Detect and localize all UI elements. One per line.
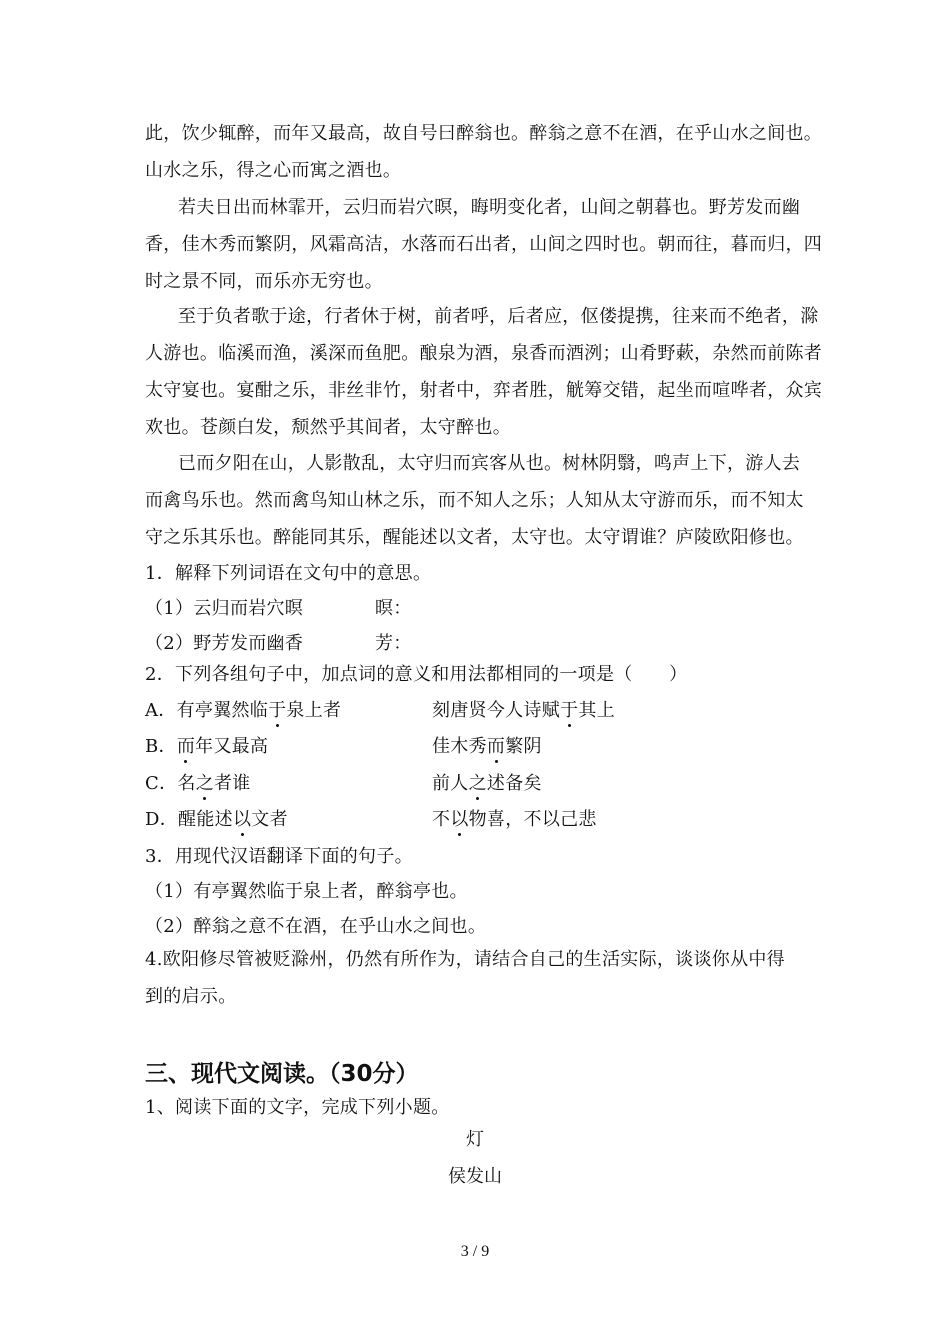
dotted-word: 而: [486, 736, 506, 757]
article-author: 侯发山: [448, 1166, 502, 1187]
option-text: 醒能述: [178, 809, 233, 830]
dotted-word: 之: [468, 773, 487, 794]
section-instruction: 1、阅读下面的文字，完成下列小题。: [145, 1097, 450, 1118]
question-2-option-c-right: [432, 772, 542, 796]
question-2-option-b-left: [145, 735, 268, 759]
option-text: 前人: [432, 773, 469, 794]
option-label: A．: [145, 700, 177, 721]
option-text: 不: [432, 809, 451, 830]
option-label: C．: [145, 773, 178, 794]
passage-line: 守之乐其乐也。醉能同其乐，醒能述以文者，太守也。太守谓谁？庐陵欧阳修也。: [145, 527, 804, 548]
option-text: 年又最高: [195, 736, 269, 757]
option-label: D．: [145, 809, 179, 830]
option-text: 文者: [251, 809, 288, 830]
passage-line: 若夫日出而林霏开，云归而岩穴暝，晦明变化者，山间之朝暮也。野芳发而幽: [178, 197, 801, 218]
page-number: 3 / 9: [460, 1243, 490, 1260]
question-1-item-2: （2）野芳发而幽香: [145, 633, 304, 654]
question-2-option-d-left: [145, 808, 288, 832]
question-2-option-a-left: [145, 699, 341, 723]
question-1-item-1: （1）云归而岩穴暝: [145, 598, 304, 619]
article-title: 灯: [466, 1129, 484, 1150]
option-text: 物喜，不以己悲: [468, 809, 597, 830]
question-2-option-a-right: [432, 699, 615, 723]
question-1-item-2-word: 芳：: [375, 633, 412, 654]
dotted-word: 于: [268, 700, 287, 721]
passage-line: 山水之乐，得之心而寓之酒也。: [145, 160, 402, 181]
option-label: B．: [145, 736, 177, 757]
dotted-word: 而: [176, 736, 196, 757]
passage-line: 至于负者歌于途，行者休于树，前者呼，后者应，伛偻提携，往来而不绝者，滁: [178, 306, 819, 327]
passage-line: 人游也。临溪而渔，溪深而鱼肥。酿泉为酒，泉香而酒洌；山肴野蔌，杂然而前陈者: [145, 343, 823, 364]
question-2-option-d-right: [432, 808, 597, 832]
passage-line: 此，饮少辄醉，而年又最高，故自号曰醉翁也。醉翁之意不在酒，在乎山水之间也。: [145, 123, 823, 144]
passage-line: 香，佳木秀而繁阴，风霜高洁，水落而石出者，山间之四时也。朝而往，暮而归，四: [145, 234, 823, 255]
option-text: 刻唐贤今人诗赋: [432, 700, 561, 721]
option-text: 繁阴: [505, 736, 542, 757]
dotted-word: 之: [195, 773, 214, 794]
passage-line: 时之景不同，而乐亦无穷也。: [145, 271, 383, 292]
question-4-line: 4.欧阳修尽管被贬滁州，仍然有所作为，请结合自己的生活实际，谈谈你从中得: [145, 949, 785, 970]
question-3-item-1: （1）有亭翼然临于泉上者，醉翁亭也。: [145, 881, 468, 902]
option-text: 其上: [578, 700, 616, 721]
question-1-stem: 1．解释下列词语在文句中的意思。: [145, 563, 432, 584]
question-2-stem: 2．下列各组句子中，加点词的意义和用法都相同的一项是（ ）: [145, 664, 688, 685]
option-text: 佳木秀: [432, 736, 487, 757]
option-text: 有亭翼然临: [176, 700, 269, 721]
question-2-option-c-left: [145, 772, 251, 796]
passage-line: 太守宴也。宴酣之乐，非丝非竹，射者中，弈者胜，觥筹交错，起坐而喧哗者，众宾: [145, 380, 823, 401]
question-2-option-b-right: [432, 735, 542, 759]
question-4-line: 到的启示。: [145, 986, 237, 1007]
dotted-word: 以: [450, 809, 469, 830]
question-1-item-1-word: 暝：: [375, 598, 412, 619]
option-text: 名: [177, 773, 196, 794]
passage-line: 已而夕阳在山，人影散乱，太守归而宾客从也。树林阴翳，鸣声上下，游人去: [178, 453, 801, 474]
dotted-word: 以: [232, 809, 252, 830]
question-3-stem: 3．用现代汉语翻译下面的句子。: [145, 846, 413, 867]
section-heading: 三、现代文阅读。（30分）: [145, 1061, 419, 1087]
passage-line: 欢也。苍颜白发，颓然乎其间者，太守醉也。: [145, 417, 511, 438]
passage-line: 而禽鸟乐也。然而禽鸟知山林之乐，而不知人之乐；人知从太守游而乐，而不知太: [145, 490, 804, 511]
question-3-item-2: （2）醉翁之意不在酒，在乎山水之间也。: [145, 916, 487, 937]
dotted-word: 于: [560, 700, 579, 721]
option-text: 泉上者: [286, 700, 342, 721]
option-text: 者谁: [214, 773, 251, 794]
option-text: 述备矣: [486, 773, 542, 794]
